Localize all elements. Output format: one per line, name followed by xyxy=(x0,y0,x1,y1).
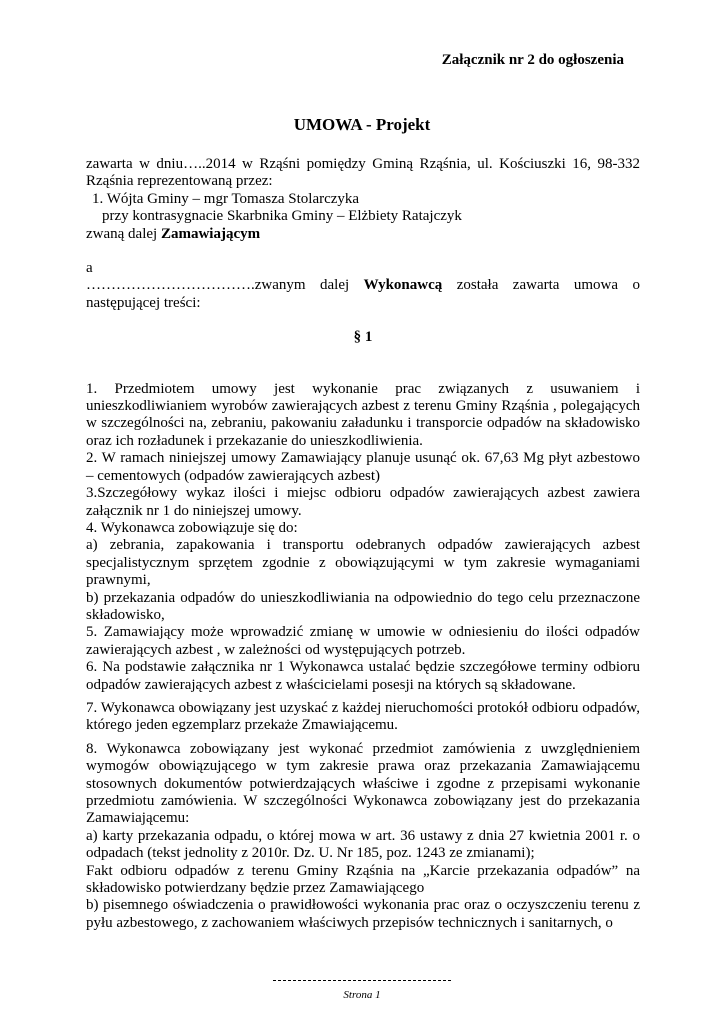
ordering-party-prefix: zwaną dalej xyxy=(86,225,161,242)
paragraph-4b: b) przekazania odpadów do unieszkodliwiania na odpowiednio do tego celu przeznaczone składowisko, xyxy=(86,589,640,623)
contractor-name: Wykonawcą xyxy=(363,277,443,294)
conjunction-a: a xyxy=(86,260,93,277)
document-body xyxy=(86,156,640,932)
paragraph-2: 2. W ramach niniejszej umowy Zamawiający planuje usunąć ok. 67,63 Mg płyt azbestowo – cementowych (odpadów zawierających azbest) xyxy=(86,450,640,484)
intro-line-1: zawarta w dniu…..2014 w Rząśni pomiędzy Gminą Rząśnia, ul. Kościuszki 16, 98-332 xyxy=(86,156,640,172)
page-number: Strona 1 xyxy=(343,989,381,1001)
ordering-party-line xyxy=(86,226,640,243)
paragraph-4a: a) zebrania, zapakowania i transportu odebranych odpadów zawierających azbest specjalistycznym sprzętem zgodnie z obowiązującymi w tym zakresie wymaganiami prawnymi, xyxy=(86,537,640,589)
document-title: UMOWA - Projekt xyxy=(293,115,431,134)
contractor-suffix: została zawarta umowa o xyxy=(442,277,640,294)
paragraph-8b: b) pisemnego oświadczenia o prawidłowości wykonania prac oraz o oczyszczeniu terenu z pyłu azbestowego, z zachowaniem właściwych przepisów technicznych i sanitarnych, o xyxy=(86,897,640,931)
paragraph-8a: a) karty przekazania odpadu, o której mowa w art. 36 ustawy z dnia 27 kwietnia 2001 r. o odpadach (tekst jednolity z 2010r. Dz. U. Nr 185, poz. 1243 ze zmianami); xyxy=(86,827,640,862)
contractor-line xyxy=(86,277,640,294)
footer-separator xyxy=(273,980,451,981)
contractor-line-2: następującej treści: xyxy=(86,294,201,311)
paragraph-8-fact: Fakt odbioru odpadów z terenu Gminy Rząśnia na „Karcie przekazania odpadów” na składowisko potwierdzany będzie przez Zamawiającego xyxy=(86,862,640,897)
paragraph-7: 7. Wykonawca obowiązany jest uzyskać z każdej nieruchomości protokół odbioru odpadów, którego jeden egzemplarz przekaże Zmawiającemu. xyxy=(86,699,640,734)
paragraph-1: 1. Przedmiotem umowy jest wykonanie prac związanych z usuwaniem i unieszkodliwianiem wyrobów zawierających azbest z terenu Gminy Rząśnia , polegających w szczególności na, zebraniu, pakowaniu załadunku i transporcie odpadów na składowisko oraz ich rozładunek i przekazanie do unieszkodliwienia. xyxy=(86,380,640,449)
attachment-note: Załącznik nr 2 do ogłoszenia xyxy=(441,52,624,68)
paragraph-6: 6. Na podstawie załącznika nr 1 Wykonawca ustalać będzie szczegółowe terminy odbioru odpadów zawierających azbest z właścicielami posesji na których są składowane. xyxy=(86,659,640,693)
paragraph-3: 3.Szczegółowy wykaz ilości i miejsc odbioru odpadów zawierających azbest zawiera załącznik nr 1 do niniejszej umowy. xyxy=(86,485,640,519)
paragraph-4: 4. Wykonawca zobowiązuje się do: xyxy=(86,519,298,536)
paragraph-8: 8. Wykonawca zobowiązany jest wykonać przedmiot zamówienia z uwzględnieniem wymogów obowiązującego w tym zakresie prawa oraz przekazania Zamawiającemu stosownych dokumentów potwierdzających właściwe i zgodne z przepisami wykonanie przedmiotu zamówienia. W szczególności Wykonawca zobowiązany jest do przekazania Zamawiającemu: xyxy=(86,740,640,827)
representative-2: przy kontrasygnacie Skarbnika Gminy – Elżbiety Ratajczyk xyxy=(102,208,462,225)
ordering-party-name: Zamawiającym xyxy=(160,225,261,242)
page-footer xyxy=(0,980,724,1004)
section-mark: § 1 xyxy=(353,329,373,346)
contractor-prefix: …………………………….zwanym dalej xyxy=(86,277,364,294)
representative-1: 1. Wójta Gminy – mgr Tomasza Stolarczyka xyxy=(92,190,360,207)
intro-line-2: Rząśnia reprezentowaną przez: xyxy=(86,173,273,190)
paragraph-5: 5. Zamawiający może wprowadzić zmianę w umowie w odniesieniu do ilości odpadów zawierających azbest , w zależności od występujących potrzeb. xyxy=(86,624,640,658)
